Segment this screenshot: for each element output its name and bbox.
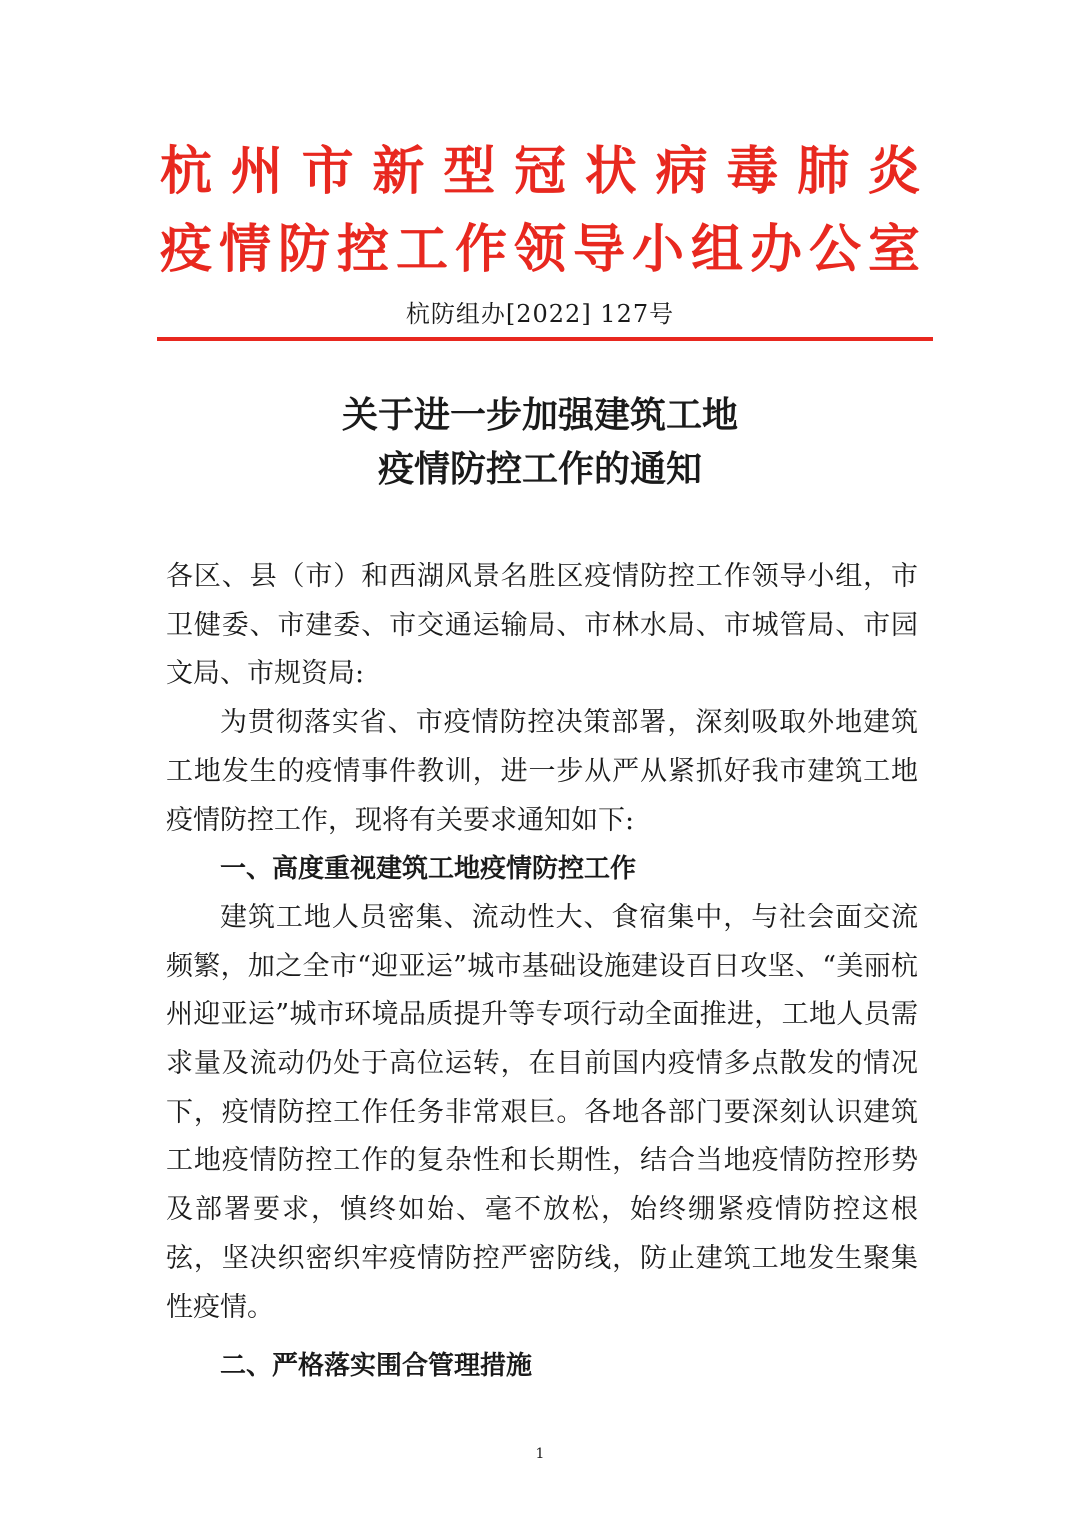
intro-paragraph: 为贯彻落实省、市疫情防控决策部署，深刻吸取外地建筑工地发生的疫情事件教训，进一步从严从紧抓好我市建筑工地疫情防控工作，现将有关要求通知如下: [166,707,918,836]
section-1-paragraph: 建筑工地人员密集、流动性大、食宿集中，与社会面交流频繁，加之全市“迎亚运”城市基础设施建设百日攻坚、“美丽杭州迎亚运”城市环境品质提升等专项行动全面推进，工地人员需求量及流动仍处于高位运转，在目前国内疫情多点散发的情况下，疫情防控工作任务非常艰巨。各地各部门要深刻认识建筑工地疫情防控工作的复杂性和长期性，结合当地疫情防控形势及部署要求，慎终如始、毫不放松，始终绷紧疫情防控这根弦，坚决织密织牢疫情防控严密防线，防止建筑工地发生聚集性疫情。 [166,901,918,1323]
document-body [166,553,918,1391]
addressee-paragraph: 各区、县（市）和西湖风景名胜区疫情防控工作领导小组，市卫健委、市建委、市交通运输局、市林水局、市城管局、市园文局、市规资局: [166,561,918,690]
page-number: 1 [535,1446,545,1462]
letterhead-line-2: 疫情防控工作领导小组办公室 [160,220,920,280]
document-title-line-2: 疫情防控工作的通知 [377,448,702,490]
document-title-line-1: 关于进一步加强建筑工地 [341,394,738,436]
section-1-heading: 一、高度重视建筑工地疫情防控工作 [220,854,637,885]
document-number: 杭防组办[2022] 127号 [405,300,675,328]
section-2-heading: 二、严格落实围合管理措施 [220,1351,533,1382]
letterhead-line-1: 杭州市新型冠状病毒肺炎 [160,142,920,202]
red-divider-line [157,337,933,341]
